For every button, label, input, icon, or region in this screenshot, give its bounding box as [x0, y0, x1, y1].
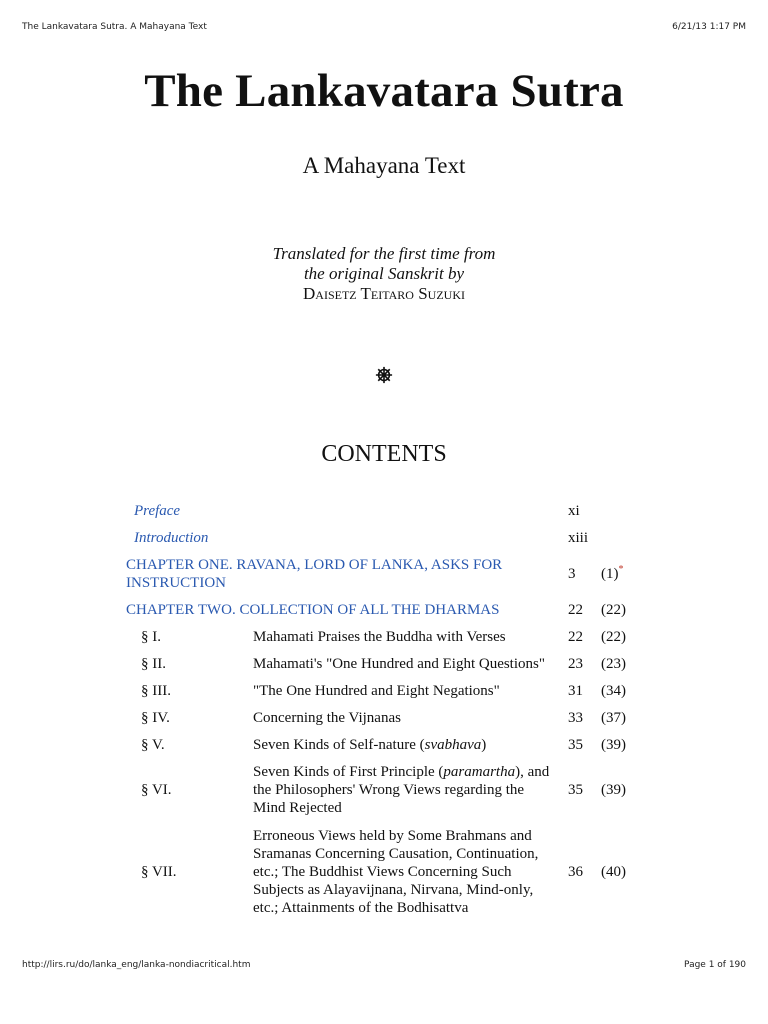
- section-title: "The One Hundred and Eight Negations": [253, 682, 500, 699]
- toc-section-row: [126, 758, 646, 822]
- toc-link-preface[interactable]: Preface: [134, 502, 181, 519]
- toc-link-introduction[interactable]: Introduction: [134, 529, 209, 546]
- toc-row-preface: [126, 497, 646, 524]
- toc-section-row: [126, 623, 646, 650]
- toc-page: 35: [568, 736, 583, 753]
- toc-page: xi: [568, 502, 580, 519]
- toc-orig-page: [601, 524, 646, 551]
- toc-orig-page: (37): [601, 709, 626, 726]
- section-title: Concerning the Vijnanas: [253, 709, 401, 726]
- section-number: § I.: [141, 628, 161, 645]
- section-title: Erroneous Views held by Some Brahmans and Sramanas Concerning Causation, Continuation, etc.; The Buddhist Views Concerning Such Subjects as Alayavijnana, Nirvana, Mind-only, etc.; Attainments of the Bodhisattva: [253, 828, 539, 916]
- toc-section-row: [126, 731, 646, 758]
- toc-link-chapter-one[interactable]: CHAPTER ONE. RAVANA, LORD OF LANKA, ASKS FOR INSTRUCTION: [126, 556, 503, 591]
- toc-page: 35: [568, 782, 583, 798]
- section-number: § VI.: [141, 782, 172, 798]
- translator-name: Daisetz Teitaro Suzuki: [303, 284, 465, 303]
- toc-orig-page: (23): [601, 655, 626, 672]
- print-footer-url: http://lirs.ru/do/lanka_eng/lanka-nondiacritical.htm: [22, 960, 251, 970]
- toc-page: 31: [568, 682, 583, 699]
- toc-section-row: [126, 704, 646, 731]
- print-header-timestamp: 6/21/13 1:17 PM: [672, 22, 746, 32]
- contents-heading: CONTENTS: [321, 441, 447, 467]
- toc-orig-page: (39): [601, 736, 626, 753]
- credit-line-1: Translated for the first time from: [272, 244, 496, 263]
- section-title: Mahamati Praises the Buddha with Verses: [253, 628, 506, 645]
- toc-orig-page: (22): [601, 628, 626, 645]
- print-footer-page-count: Page 1 of 190: [684, 960, 746, 970]
- toc-section-row: [126, 677, 646, 704]
- section-title: Mahamati's "One Hundred and Eight Questions": [253, 655, 545, 672]
- toc-orig-page: (1)*: [601, 563, 624, 582]
- footnote-mark[interactable]: *: [618, 563, 624, 575]
- toc-link-chapter-two[interactable]: CHAPTER TWO. COLLECTION OF ALL THE DHARMAS: [126, 601, 500, 618]
- toc-orig-page: (22): [601, 601, 626, 618]
- toc-page: 3: [568, 565, 576, 582]
- toc-page: 33: [568, 709, 583, 726]
- print-footer: [22, 960, 746, 970]
- toc-orig-page: [601, 497, 646, 524]
- print-header: [22, 22, 746, 32]
- toc-orig-page: (40): [601, 864, 626, 880]
- page-subtitle: A Mahayana Text: [302, 153, 466, 178]
- section-title: Seven Kinds of First Principle (paramartha), and the Philosophers' Wrong Views regarding the Mind Rejected: [253, 764, 550, 816]
- section-number: § VII.: [141, 864, 177, 880]
- toc-page: 36: [568, 864, 583, 880]
- toc-row-introduction: [126, 524, 646, 551]
- toc-row-chapter-two: [126, 596, 646, 623]
- toc-page: 22: [568, 601, 583, 618]
- section-number: § III.: [141, 682, 171, 699]
- credit-line-2: the original Sanskrit by: [303, 264, 465, 283]
- toc-page: 22: [568, 628, 583, 645]
- toc-orig-page: (39): [601, 782, 626, 798]
- section-number: § IV.: [141, 709, 170, 726]
- section-number: § II.: [141, 655, 166, 672]
- page-title: The Lankavatara Sutra: [144, 65, 624, 117]
- dharma-wheel-icon: [375, 366, 393, 384]
- table-of-contents: [126, 497, 646, 922]
- section-number: § V.: [141, 736, 165, 753]
- toc-orig-page: (34): [601, 682, 626, 699]
- toc-section-row: [126, 822, 646, 922]
- section-title: Seven Kinds of Self-nature (svabhava): [253, 736, 487, 753]
- toc-row-chapter-one: [126, 551, 646, 596]
- translation-credit: [0, 244, 768, 304]
- print-header-title: The Lankavatara Sutra. A Mahayana Text: [22, 22, 207, 32]
- toc-page: xiii: [568, 529, 589, 546]
- toc-section-row: [126, 650, 646, 677]
- toc-page: 23: [568, 655, 583, 672]
